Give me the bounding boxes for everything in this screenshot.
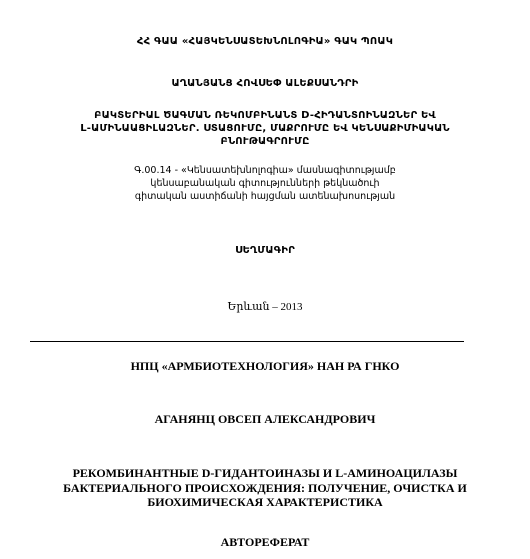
armenian-specialty-line-1: Գ.00.14 - «Կենսատեխնոլոգիա» մասնագիտությամբ <box>134 165 396 176</box>
divider-line <box>30 341 464 342</box>
armenian-specialty-line-3: գիտական աստիճանի հայցման ատենախոսության <box>134 191 396 202</box>
armenian-title-line-3: ԲՆՈՒԹԱԳՐՈՒՄԸ <box>220 136 310 147</box>
russian-doc-type: АВТОРЕФЕРАТ <box>220 535 310 549</box>
armenian-institution: ՀՀ ԳԱԱ «ՀԱՅԿԵՆՍԱՏԵԽՆՈԼՈԳԻԱ» ԳԱԿ ՊՈԱԿ <box>136 36 394 47</box>
russian-author: АГАНЯНЦ ОВСЕП АЛЕКСАНДРОВИЧ <box>154 412 376 426</box>
armenian-city-year: Երևան – 2013 <box>227 301 303 313</box>
armenian-title-line-2: L-ԱՄԻՆԱԱՑԻԼԱԶՆԵՐ. ՍՏԱՑՈՒՄԸ, ՄԱՔՐՈՒՄԸ ԵՎ ԿԵՆՍԱՔԻՄԻԱԿԱՆ <box>80 123 450 134</box>
russian-title-line-1: РЕКОМБИНАНТНЫЕ D-ГИДАНТОИНАЗЫ И L-АМИНОАЦИЛАЗЫ <box>72 466 458 480</box>
armenian-specialty-line-2: կենսաբանական գիտությունների թեկնածուի <box>150 178 380 189</box>
armenian-title-line-1: ԲԱԿՏԵՐԻԱԼ ԾԱԳՄԱՆ ՌԵԿՈՄԲԻՆԱՆՏ D-ՀԻԴԱՆՏՈԻՆԱԶՆԵՐ ԵՎ <box>94 110 436 121</box>
russian-title-line-3: БИОХИМИЧЕСКАЯ ХАРАКТЕРИСТИКА <box>147 495 383 509</box>
armenian-author: ԱՂԱՆՅԱՆՑ ՀՈՎՍԵՓ ԱԼԵՔՍԱՆԴՐԻ <box>171 78 359 89</box>
russian-institution: НПЦ «АРМБИОТЕХНОЛОГИЯ» НАН РА ГНКО <box>130 359 400 373</box>
russian-title-line-2: БАКТЕРИАЛЬНОГО ПРОИСХОЖДЕНИЯ: ПОЛУЧЕНИЕ, ОЧИСТКА И <box>63 481 467 495</box>
armenian-doc-type: ՍԵՂՄԱԳԻՐ <box>235 245 295 256</box>
